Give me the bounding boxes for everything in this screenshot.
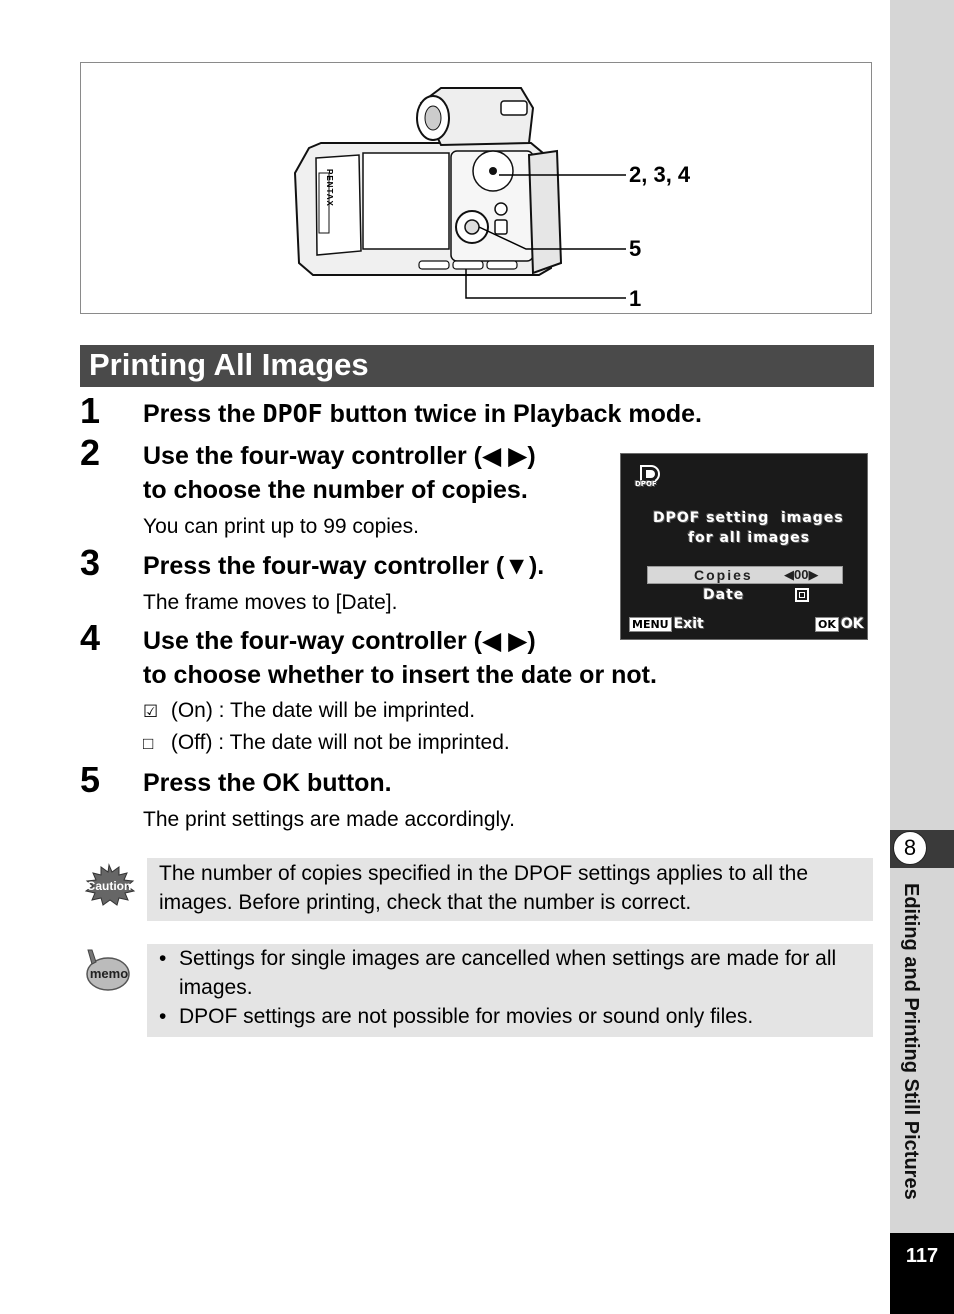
caution-text: The number of copies specified in the DPOF settings applies to all the images. Before printing, check that the number is correct.	[159, 862, 809, 914]
menu-exit-hint[interactable]	[629, 616, 704, 632]
option-off	[143, 732, 510, 753]
lcd-screen	[620, 453, 868, 640]
copies-value: ◀00▶	[784, 567, 819, 582]
option-off-text: (Off) : The date will not be imprinted.	[170, 731, 510, 754]
callout-5: 5	[629, 236, 642, 261]
memo-icon-label: memo	[89, 966, 129, 981]
memo-note	[147, 944, 873, 1037]
caution-icon-label: Caution	[86, 879, 132, 893]
camera-illustration	[81, 63, 873, 315]
chapter-number: 8	[893, 831, 927, 865]
step-2-number: 2	[80, 432, 101, 473]
dpof-key-label: DPOF	[262, 399, 323, 428]
callout-1: 1	[629, 286, 642, 311]
caution-note	[147, 858, 873, 921]
copies-label: Copies	[694, 567, 753, 583]
brand-label: PENTAX	[325, 169, 334, 207]
chapter-title: Editing and Printing Still Pictures	[900, 883, 922, 1200]
step-4-number: 4	[80, 617, 101, 658]
step-2-line2: to choose the number of copies.	[143, 476, 528, 504]
page-number: 117	[890, 1233, 954, 1314]
ok-hint[interactable]	[815, 616, 864, 632]
step-2-sub: You can print up to 99 copies.	[143, 515, 419, 538]
step-5-number: 5	[80, 759, 101, 800]
option-on	[143, 700, 475, 721]
step-1-post: button twice in Playback mode.	[322, 400, 702, 428]
step-3-number: 3	[80, 542, 101, 583]
memo-icon	[82, 946, 132, 994]
step-1-pre: Press the	[143, 400, 263, 428]
caution-icon	[81, 863, 137, 907]
copies-row[interactable]	[647, 566, 843, 584]
step-4-line2: to choose whether to insert the date or not.	[143, 661, 657, 689]
memo-list	[159, 944, 861, 1031]
dpof-icon-label: DPOF	[635, 480, 657, 488]
menu-key-icon: MENU	[629, 617, 672, 632]
date-checkbox-icon[interactable]	[795, 588, 809, 602]
empty-box-icon: □	[143, 734, 154, 753]
step-5-sub: The print settings are made accordingly.	[143, 808, 515, 831]
section-title: Printing All Images	[80, 345, 874, 387]
memo-item: • DPOF settings are not possible for movies or sound only files.	[159, 1002, 861, 1031]
step-3-sub: The frame moves to [Date].	[143, 591, 398, 614]
step-1-number: 1	[80, 390, 101, 431]
checked-box-icon: ☑	[143, 702, 159, 721]
menu-action-label: Exit	[673, 616, 704, 632]
date-label: Date	[703, 587, 745, 603]
callout-2-3-4: 2, 3, 4	[629, 162, 691, 187]
memo-item: • Settings for single images are cancelled when settings are made for all images.	[159, 944, 861, 1002]
ok-key-icon: OK	[815, 617, 839, 632]
step-5-line1: Press the OK button.	[143, 769, 392, 797]
step-3-line1: Press the four-way controller (▼).	[143, 552, 545, 580]
step-2-line1: Use the four-way controller (◀ ▶)	[143, 442, 536, 470]
option-on-text: (On) : The date will be imprinted.	[170, 699, 476, 722]
screen-title-line1: DPOF setting images	[653, 510, 844, 526]
ok-action-label: OK	[840, 616, 864, 632]
step-4-line1: Use the four-way controller (◀ ▶)	[143, 627, 536, 655]
camera-figure	[80, 62, 872, 314]
screen-title-line2: for all images	[688, 530, 811, 546]
step-1-text	[143, 397, 702, 431]
